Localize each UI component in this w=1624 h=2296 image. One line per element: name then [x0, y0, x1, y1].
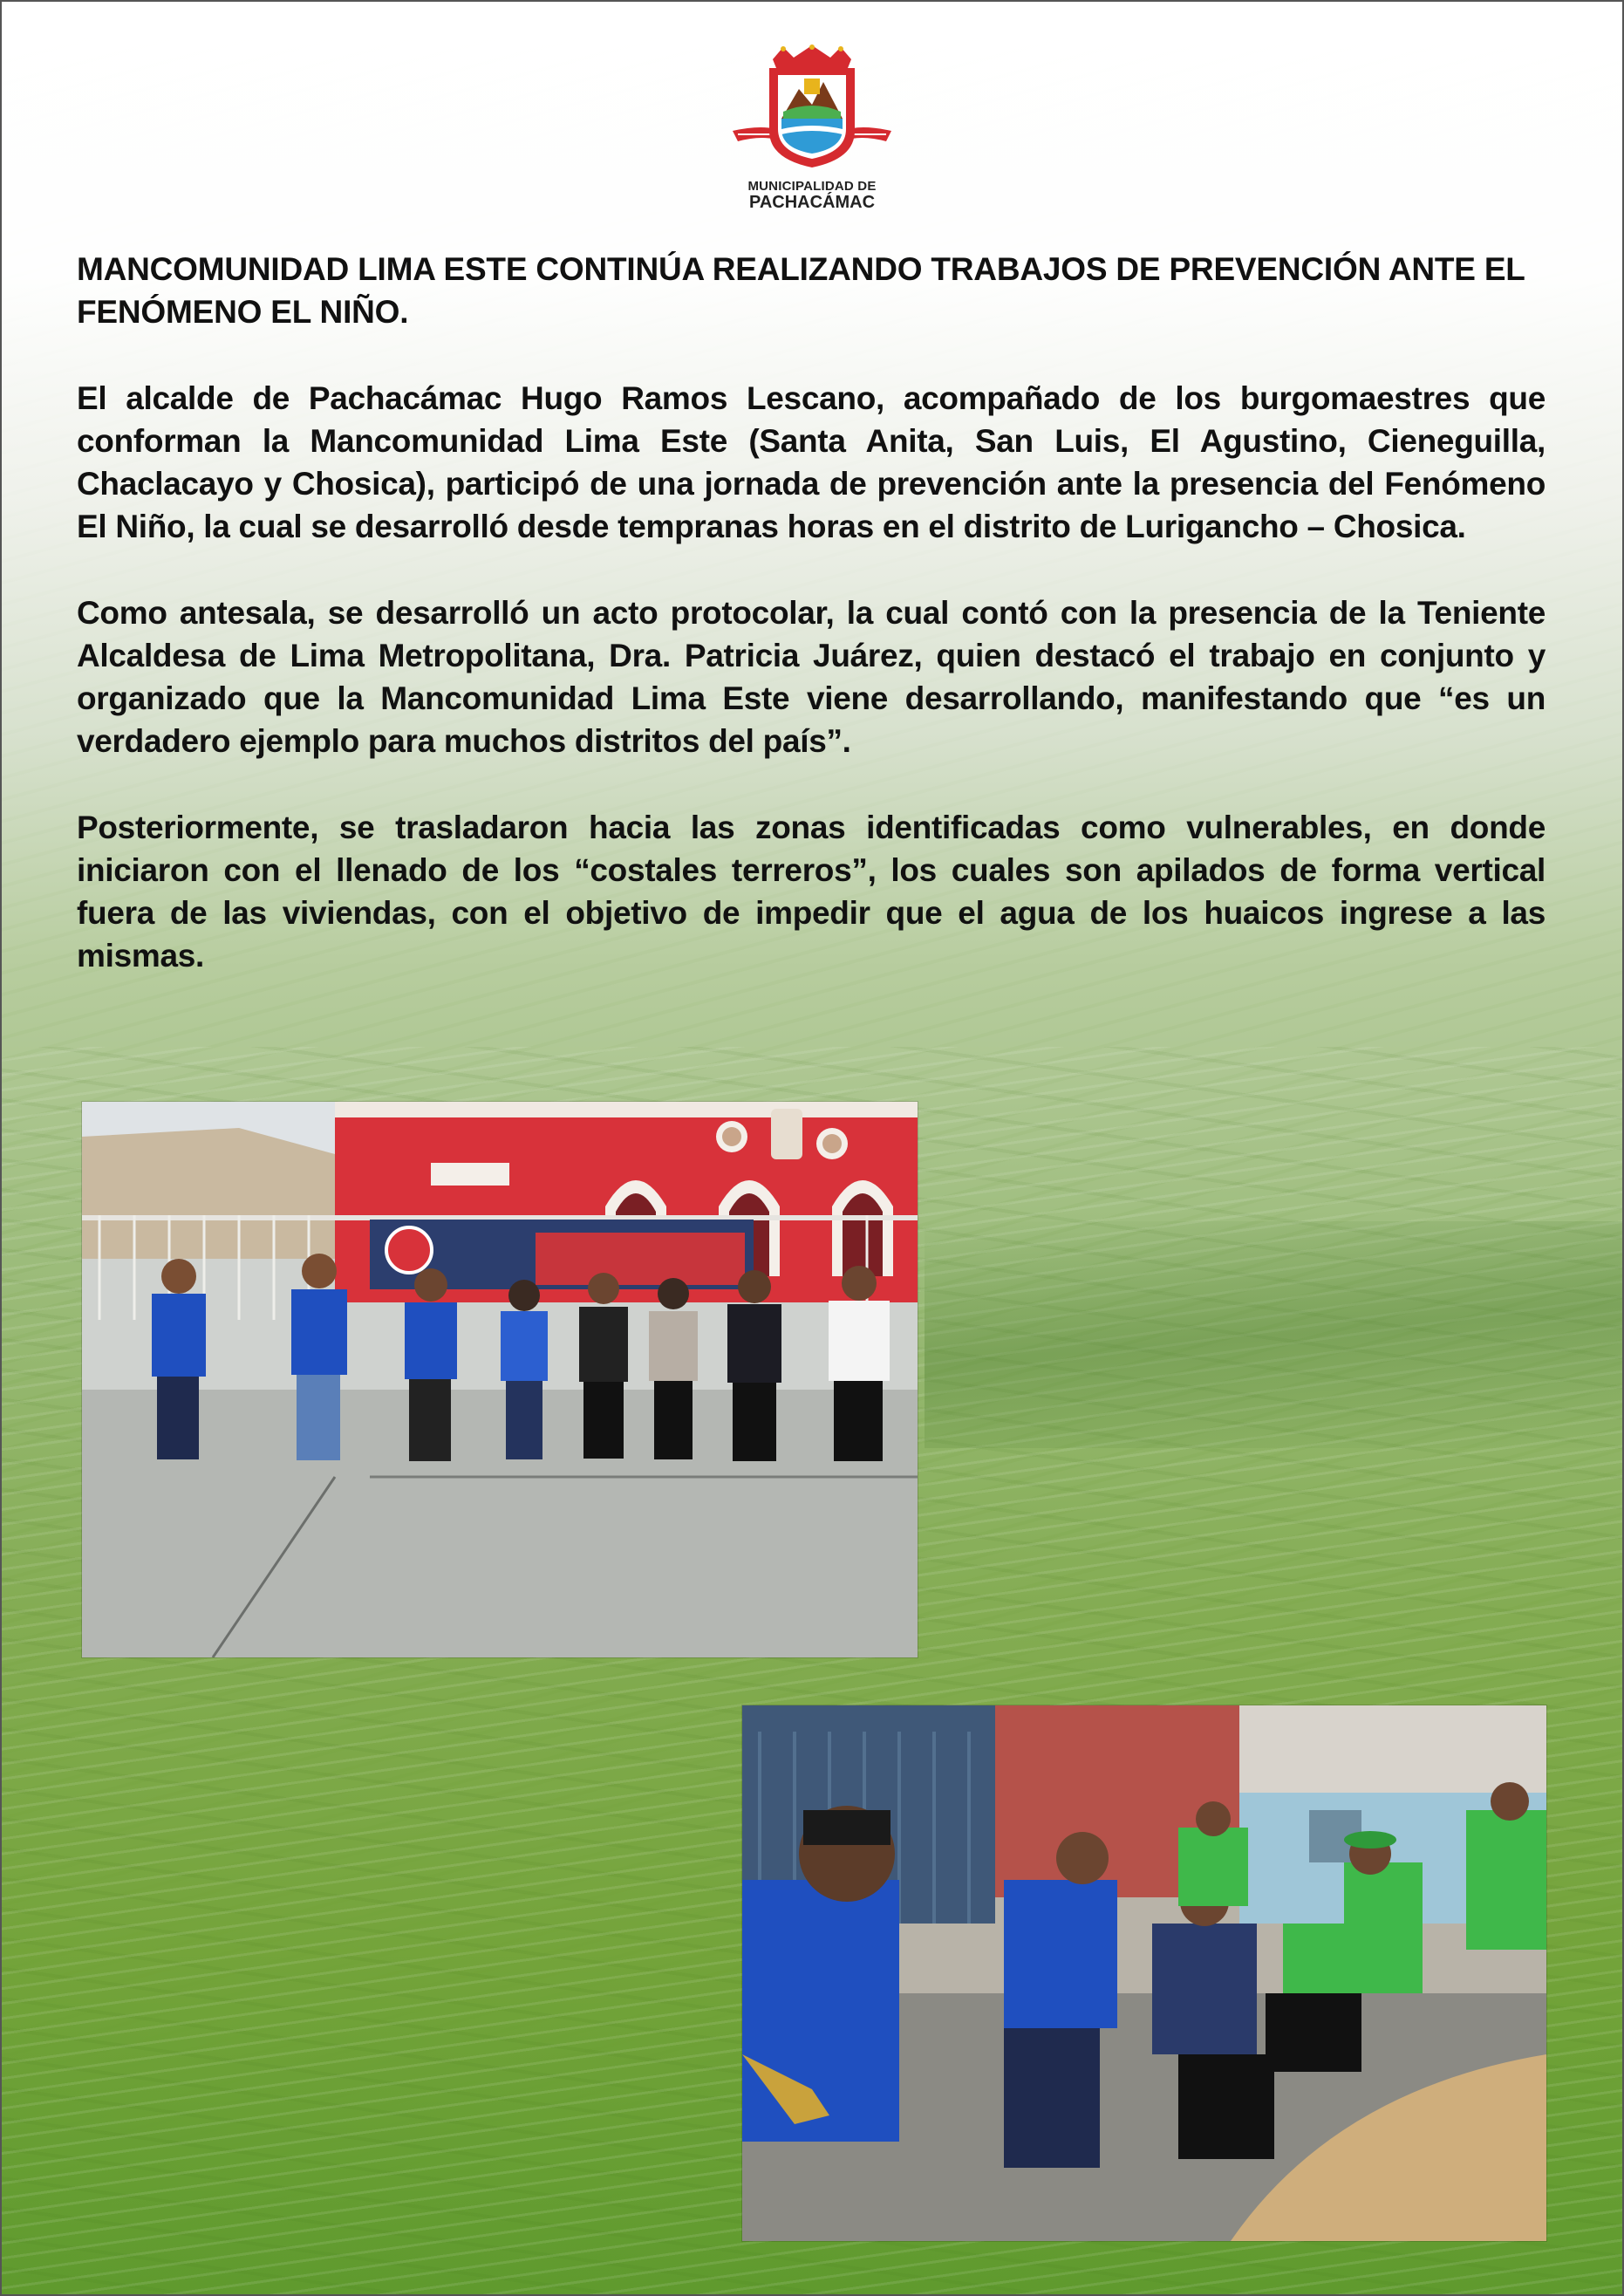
article-headline: MANCOMUNIDAD LIMA ESTE CONTINÚA REALIZANDO TRABAJOS DE PREVENCIÓN ANTE EL FENÓMENO EL NIÑO.	[77, 251, 1525, 330]
paragraph-3: Posteriormente, se trasladaron hacia las zonas identificadas como vulnerables, en donde iniciaron con el llenado de los “costales terreros”, los cuales son apilados de forma vertical fuera de las viviendas, con el objetivo de impedir que el agua de los huaicos ingrese a las mismas.	[77, 810, 1546, 974]
logo-caption-line2: PACHACÁMAC	[748, 192, 876, 212]
paragraph-2: Como antesala, se desarrolló un acto protocolar, la cual contó con la presencia de la Teniente Alcaldesa de Lima Metropolitana, Dra. Patricia Juárez, quien destacó el trabajo en conjunto y organizado que la Mancomunidad Lima Este viene desarrollando, manifestando que “es un verdadero ejemplo para muchos distritos del país”.	[77, 595, 1546, 759]
logo-caption-line1: MUNICIPALIDAD DE	[747, 179, 877, 194]
paragraph-1: El alcalde de Pachacámac Hugo Ramos Lescano, acompañado de los burgomaestres que conforman la Mancomunidad Lima Este (Santa Anita, San Luis, El Agustino, Cieneguilla, Chaclacayo y Chosica), participó de una jornada de prevención ante la presencia del Fenómeno El Niño, la cual se desarrolló desde tempranas horas en el distrito de Lurigancho – Chosica.	[77, 380, 1546, 544]
